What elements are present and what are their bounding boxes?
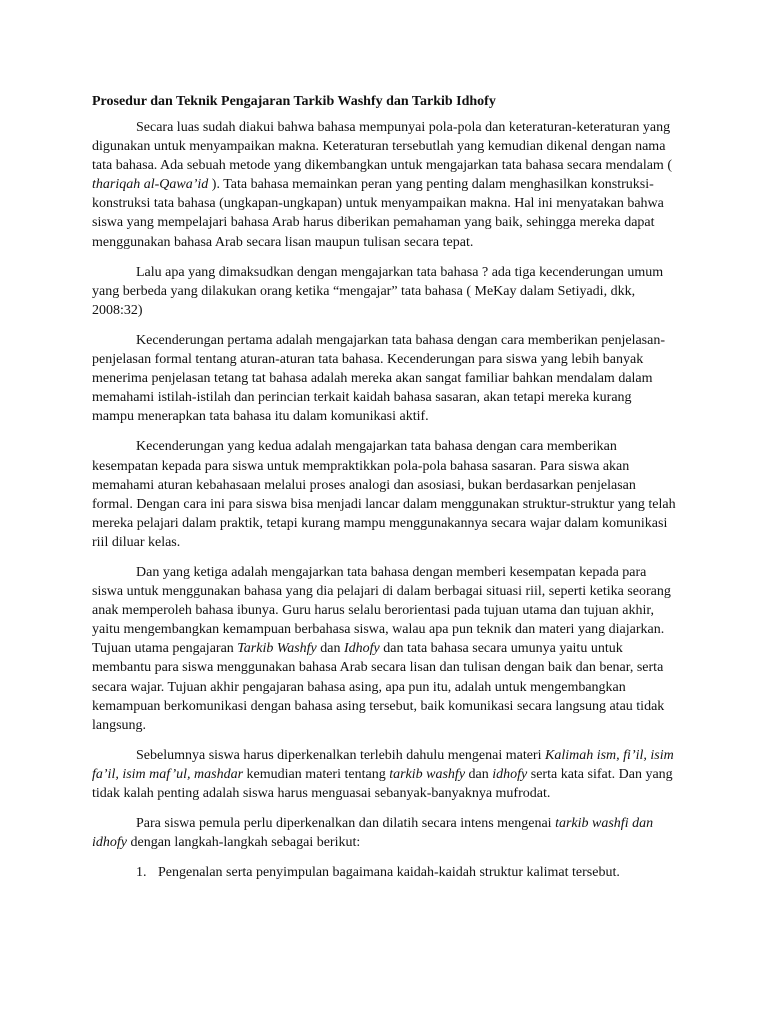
paragraph-text: Lalu apa yang dimaksudkan dengan mengajarkan tata bahasa ? ada tiga kecenderungan umum yang berbeda yang dilakukan orang ketika “mengajar” tata bahasa ( MeKay dalam Setiyadi, dkk, 2008:32) — [92, 264, 664, 318]
paragraph-text: serta kata sifat. Dan yang tidak kalah penting adalah siswa harus menguasai sebanyak-banyaknya mufrodat. — [92, 766, 673, 801]
document-title: Prosedur dan Teknik Pengajaran Tarkib Washfy dan Tarkib Idhofy — [92, 94, 496, 109]
numbered-list — [92, 863, 676, 882]
paragraph-2 — [92, 263, 676, 320]
paragraph-3 — [92, 331, 676, 426]
list-item-text: Pengenalan serta penyimpulan bagaimana kaidah-kaidah struktur kalimat tersebut. — [158, 865, 620, 881]
paragraph-text: Sebelumnya siswa harus diperkenalkan terlebih dahulu mengenai materi — [136, 747, 545, 763]
italic-term: tarkib washfy — [389, 766, 466, 782]
italic-term: Kalimah ism, fi’il, isim fa’il, isim maf’ul, mashdar — [92, 747, 674, 782]
paragraph-text: Secara luas sudah diakui bahwa bahasa mempunyai pola-pola dan keteraturan-keteraturan yang digunakan untuk menyampaikan makna. Keteraturan tersebutlah yang kemudian dikenal dengan nama tata bahasa. Ada sebuah metode yang dikembangkan untuk mengajarkan tata bahasa secara mendalam ( — [92, 120, 672, 174]
italic-term: Idhofy — [343, 641, 380, 657]
italic-term: idhofy — [492, 766, 528, 782]
paragraph-text: dan — [465, 766, 493, 782]
paragraph-5 — [92, 563, 676, 735]
paragraph-text: kemudian materi tentang — [243, 766, 390, 782]
paragraph-text: Para siswa pemula perlu diperkenalkan dan dilatih secara intens mengenai — [136, 816, 556, 832]
paragraph-7 — [92, 814, 676, 852]
list-item — [92, 863, 676, 882]
italic-term: tarkib washfi dan idhofy — [92, 816, 654, 851]
italic-term: thariqah al-Qawa’id — [92, 177, 209, 193]
paragraph-text: dengan langkah-langkah sebagai berikut: — [127, 835, 361, 851]
italic-term: Tarkib Washfy — [237, 641, 317, 657]
paragraph-text: Dan yang ketiga adalah mengajarkan tata bahasa dengan memberi kesempatan kepada para siswa untuk menggunakan bahasa yang dia pelajari di dalam berbagai situasi riil, seperti ketika seorang anak memperoleh bahasa ibunya. Guru harus selalu berorientasi pada tujuan utama dan tujuan akhir, yaitu mengembangkan kemampuan berbahasa siswa, walau apa pun teknik dan materi yang diajarkan. Tujuan utama pengajaran — [92, 564, 671, 657]
paragraph-text: ). Tata bahasa memainkan peran yang penting dalam menghasilkan konstruksi-konstruksi tata bahasa (ungkapan-ungkapan) untuk menyampaikan makna. Hal ini menyatakan bahwa siswa yang mempelajari bahasa Arab harus diberikan pemahaman yang baik, sehingga mereka dapat menggunakan bahasa Arab secara lisan maupun tulisan secara tepat. — [92, 177, 664, 250]
paragraph-4 — [92, 437, 676, 552]
paragraph-text: Kecenderungan pertama adalah mengajarkan tata bahasa dengan cara memberikan penjelasan-penjelasan formal tentang aturan-aturan tata bahasa. Kecenderungan para siswa yang lebih banyak menerima penjelasan tetang tat bahasa adalah mereka akan sangat familiar bahkan mendalam dalam memahami istilah-istilah dan perincian terkait kaidah bahasa sasaran, akan tetapi mereka kurang mampu menerapkan tata bahasa itu dalam komunikasi aktif. — [92, 332, 665, 425]
paragraph-text: Kecenderungan yang kedua adalah mengajarkan tata bahasa dengan cara memberikan kesempatan kepada para siswa untuk mempraktikkan pola-pola bahasa sasaran. Para siswa akan memahami aturan kebahasaan melalui proses analogi dan asosiasi, bukan berdasarkan penjelasan formal. Dengan cara ini para siswa bisa menjadi lancar dalam menggunakan struktur-struktur yang telah mereka pelajari dalam praktik, tetapi kurang mampu menggunakannya secara wajar dalam komunikasi riil diluar kelas. — [92, 439, 676, 550]
paragraph-text: dan — [316, 641, 344, 657]
paragraph-1 — [92, 118, 676, 252]
paragraph-6 — [92, 746, 676, 803]
paragraph-text: dan tata bahasa secara umunya yaitu untuk membantu para siswa menggunakan bahasa Arab secara lisan dan tulisan dengan baik dan benar, serta secara wajar. Tujuan akhir pengajaran bahasa asing, apa pun itu, adalah untuk mengembangkan kemampuan berkomunikasi dengan bahasa asing tersebut, baik komunikasi secara langsung atau tidak langsung. — [92, 641, 665, 733]
list-item-number: 1. — [136, 865, 147, 881]
